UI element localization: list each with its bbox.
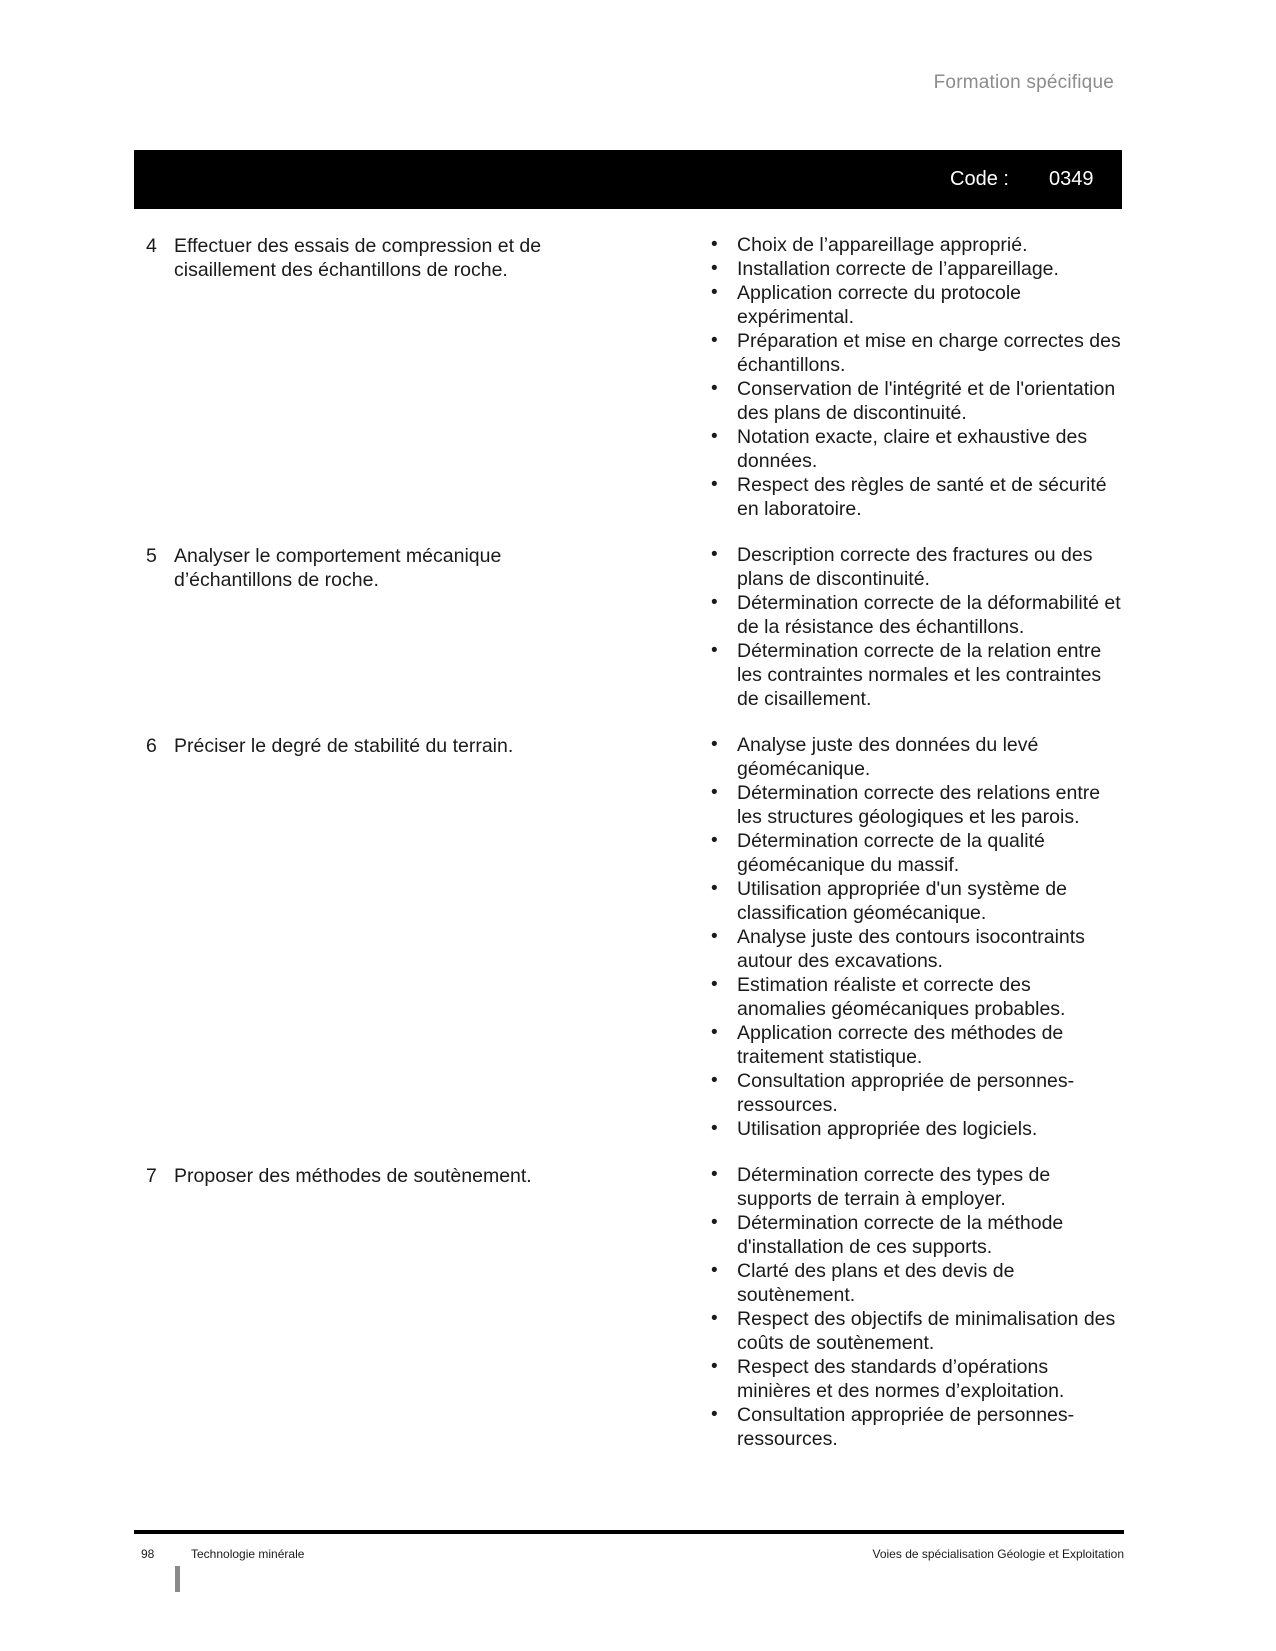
bullet-icon: • bbox=[711, 1212, 718, 1233]
criterion-text: Conservation de l'intégrité et de l'orientation des plans de discontinuité. bbox=[737, 378, 1116, 424]
bullet-icon: • bbox=[711, 258, 718, 279]
performance-criteria-list bbox=[711, 543, 1124, 711]
criterion-text: Utilisation appropriée d'un système de classification géomécanique. bbox=[737, 878, 1067, 924]
criterion-text: Détermination correcte de la relation entre les contraintes normales et les contraintes de cisaillement. bbox=[737, 640, 1102, 710]
criterion-item bbox=[711, 1117, 1124, 1141]
criterion-item bbox=[711, 543, 1124, 591]
bullet-icon: • bbox=[711, 1404, 718, 1425]
criterion-item bbox=[711, 639, 1124, 711]
element-text: Effectuer des essais de compression et de cisaillement des échantillons de roche. bbox=[174, 235, 542, 281]
bullet-icon: • bbox=[711, 1260, 718, 1281]
bullet-icon: • bbox=[711, 474, 718, 495]
element-row bbox=[134, 733, 1124, 1141]
footer-specialization: Voies de spécialisation Géologie et Exploitation bbox=[872, 1547, 1124, 1561]
criterion-text: Détermination correcte des types de supports de terrain à employer. bbox=[737, 1164, 1051, 1210]
element-of-competency bbox=[134, 733, 579, 1141]
criterion-text: Respect des objectifs de minimalisation des coûts de soutènement. bbox=[737, 1308, 1116, 1354]
criterion-text: Détermination correcte des relations entre les structures géologiques et les parois. bbox=[737, 782, 1101, 828]
criterion-item bbox=[711, 781, 1124, 829]
criterion-item bbox=[711, 1069, 1124, 1117]
code-label: Code : bbox=[950, 168, 1009, 190]
element-number: 7 bbox=[146, 1165, 157, 1187]
element-text: Analyser le comportement mécanique d’échantillons de roche. bbox=[174, 545, 502, 591]
criterion-item bbox=[711, 1211, 1124, 1259]
footer-program-title: Technologie minérale bbox=[191, 1547, 305, 1561]
bullet-icon: • bbox=[711, 1308, 718, 1329]
performance-criteria-list bbox=[711, 1163, 1124, 1451]
performance-criteria-list bbox=[711, 733, 1124, 1141]
element-row bbox=[134, 233, 1124, 521]
element-of-competency bbox=[134, 543, 579, 711]
criterion-item bbox=[711, 377, 1124, 425]
criterion-text: Détermination correcte de la déformabilité et de la résistance des échantillons. bbox=[737, 592, 1121, 638]
code-value: 0349 bbox=[1049, 168, 1094, 190]
criterion-item bbox=[711, 877, 1124, 925]
bullet-icon: • bbox=[711, 592, 718, 613]
bullet-icon: • bbox=[711, 544, 718, 565]
criterion-item bbox=[711, 829, 1124, 877]
bullet-icon: • bbox=[711, 282, 718, 303]
criterion-text: Analyse juste des contours isocontraints autour des excavations. bbox=[737, 926, 1085, 972]
criterion-item bbox=[711, 473, 1124, 521]
criterion-text: Analyse juste des données du levé géomécanique. bbox=[737, 734, 1039, 780]
criterion-text: Respect des standards d’opérations minières et des normes d’exploitation. bbox=[737, 1356, 1065, 1402]
footer-page-number: 98 bbox=[141, 1547, 155, 1561]
bullet-icon: • bbox=[711, 926, 718, 947]
element-text: Proposer des méthodes de soutènement. bbox=[174, 1165, 532, 1187]
bullet-icon: • bbox=[711, 1118, 718, 1139]
criterion-item bbox=[711, 281, 1124, 329]
bullet-icon: • bbox=[711, 1022, 718, 1043]
bullet-icon: • bbox=[711, 426, 718, 447]
criterion-item bbox=[711, 257, 1124, 281]
element-row bbox=[134, 1163, 1124, 1451]
bullet-icon: • bbox=[711, 1164, 718, 1185]
criterion-item bbox=[711, 925, 1124, 973]
criterion-text: Détermination correcte de la qualité géomécanique du massif. bbox=[737, 830, 1045, 876]
criterion-item bbox=[711, 329, 1124, 377]
criterion-text: Consultation appropriée de personnes-ressources. bbox=[737, 1070, 1075, 1116]
bullet-icon: • bbox=[711, 330, 718, 351]
criterion-text: Notation exacte, claire et exhaustive des données. bbox=[737, 426, 1088, 472]
criterion-text: Utilisation appropriée des logiciels. bbox=[737, 1118, 1038, 1140]
criterion-item bbox=[711, 1259, 1124, 1307]
bullet-icon: • bbox=[711, 234, 718, 255]
criterion-text: Préparation et mise en charge correctes des échantillons. bbox=[737, 330, 1121, 376]
bullet-icon: • bbox=[711, 1356, 718, 1377]
element-number: 4 bbox=[146, 235, 157, 257]
criterion-text: Choix de l’appareillage approprié. bbox=[737, 234, 1028, 256]
footer-divider bbox=[134, 1530, 1124, 1534]
element-row bbox=[134, 543, 1124, 711]
criterion-item bbox=[711, 1163, 1124, 1211]
criterion-item bbox=[711, 1355, 1124, 1403]
bullet-icon: • bbox=[711, 878, 718, 899]
criterion-text: Installation correcte de l’appareillage. bbox=[737, 258, 1059, 280]
bullet-icon: • bbox=[711, 782, 718, 803]
bullet-icon: • bbox=[711, 734, 718, 755]
criterion-text: Détermination correcte de la méthode d'installation de ces supports. bbox=[737, 1212, 1064, 1258]
bullet-icon: • bbox=[711, 830, 718, 851]
criterion-text: Application correcte du protocole expérimental. bbox=[737, 282, 1021, 328]
criterion-item bbox=[711, 425, 1124, 473]
footer-marker bbox=[175, 1566, 180, 1592]
bullet-icon: • bbox=[711, 378, 718, 399]
criterion-text: Consultation appropriée de personnes-ressources. bbox=[737, 1404, 1075, 1450]
element-number: 6 bbox=[146, 735, 157, 757]
element-text: Préciser le degré de stabilité du terrain. bbox=[174, 735, 514, 757]
criterion-text: Respect des règles de santé et de sécurité en laboratoire. bbox=[737, 474, 1107, 520]
performance-criteria-list bbox=[711, 233, 1124, 521]
element-number: 5 bbox=[146, 545, 157, 567]
bullet-icon: • bbox=[711, 1070, 718, 1091]
criterion-text: Application correcte des méthodes de traitement statistique. bbox=[737, 1022, 1064, 1068]
element-of-competency bbox=[134, 1163, 579, 1451]
bullet-icon: • bbox=[711, 974, 718, 995]
criterion-item bbox=[711, 591, 1124, 639]
criterion-item bbox=[711, 733, 1124, 781]
criterion-item bbox=[711, 1403, 1124, 1451]
element-of-competency bbox=[134, 233, 579, 521]
criterion-text: Estimation réaliste et correcte des anomalies géomécaniques probables. bbox=[737, 974, 1066, 1020]
criterion-item bbox=[711, 1307, 1124, 1355]
bullet-icon: • bbox=[711, 640, 718, 661]
criterion-item bbox=[711, 1021, 1124, 1069]
criterion-item bbox=[711, 233, 1124, 257]
criterion-item bbox=[711, 973, 1124, 1021]
competency-table bbox=[134, 233, 1124, 1451]
page-header-title: Formation spécifique bbox=[933, 72, 1114, 93]
criterion-text: Description correcte des fractures ou des plans de discontinuité. bbox=[737, 544, 1093, 590]
criterion-text: Clarté des plans et des devis de soutènement. bbox=[737, 1260, 1015, 1306]
code-bar bbox=[134, 150, 1122, 209]
